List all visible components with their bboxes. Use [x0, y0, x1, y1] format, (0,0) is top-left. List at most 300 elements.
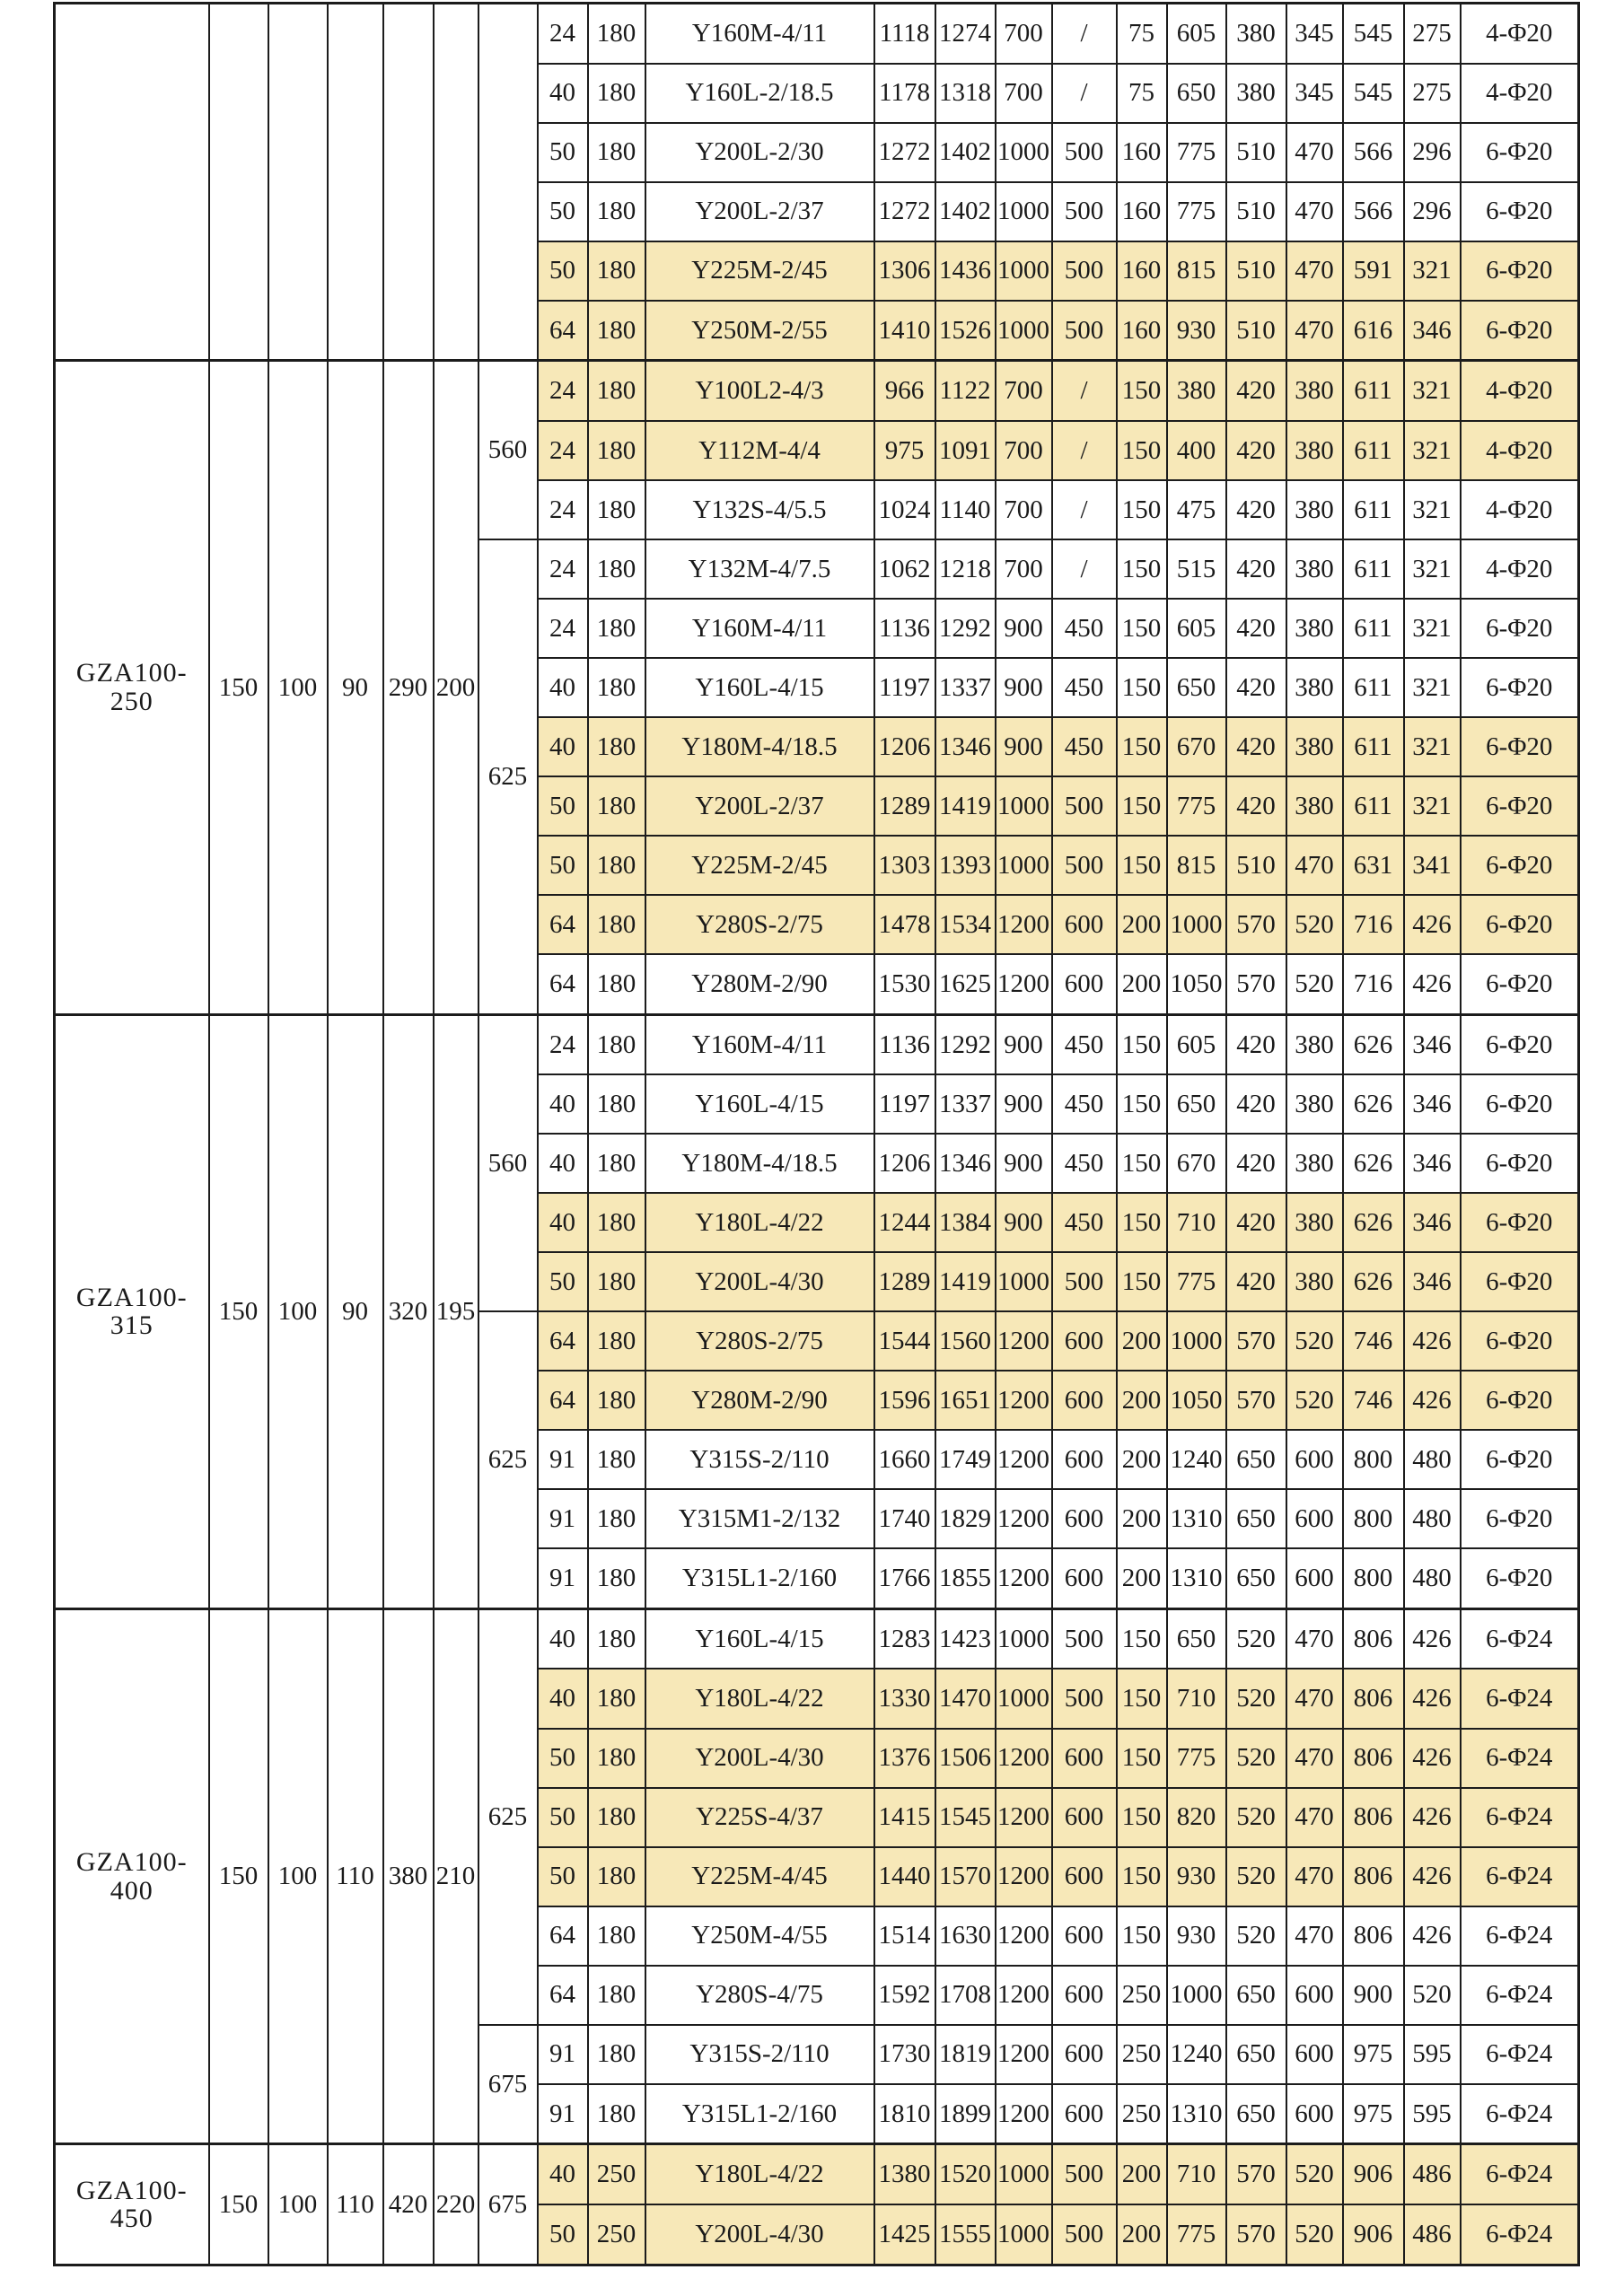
dim-d-cell: 600 — [1052, 1430, 1117, 1489]
dim-c-cell: 900 — [996, 717, 1052, 776]
pressure-cell: 180 — [588, 1014, 645, 1074]
model-cell: GZA100-315 — [55, 1014, 209, 1608]
dim-h-cell: 600 — [1286, 1489, 1343, 1548]
dim-d-cell: 600 — [1052, 1371, 1117, 1430]
bolt-spec-cell: 6-Φ20 — [1461, 1134, 1579, 1193]
bolt-spec-cell: 6-Φ20 — [1461, 1252, 1579, 1311]
speed-cell: 560 — [478, 361, 538, 539]
dim-b-cell: 1630 — [935, 1906, 996, 1966]
dim-b-cell: 1899 — [935, 2084, 996, 2144]
motor-type-cell: Y200L-4/30 — [645, 1252, 874, 1311]
flow-cell: 24 — [538, 539, 588, 599]
flow-cell: 40 — [538, 2144, 588, 2204]
dim-d-cell: 600 — [1052, 1847, 1117, 1906]
dim-d-cell: / — [1052, 421, 1117, 480]
flow-cell: 24 — [538, 361, 588, 421]
dim-d-cell: 450 — [1052, 1074, 1117, 1134]
dim-g-cell: 420 — [1226, 1193, 1286, 1252]
dim-g-cell: 420 — [1226, 480, 1286, 539]
flow-cell: 40 — [538, 1134, 588, 1193]
dim-a-cell: 1289 — [874, 776, 935, 836]
motor-type-cell: Y225M-2/45 — [645, 836, 874, 895]
dim-i-cell: 616 — [1343, 301, 1404, 361]
dim-i-cell: 626 — [1343, 1134, 1404, 1193]
dim-b-cell: 1506 — [935, 1729, 996, 1788]
dim-b-cell: 1346 — [935, 1134, 996, 1193]
dim-f-cell: 930 — [1167, 301, 1226, 361]
flow-cell: 50 — [538, 1729, 588, 1788]
dim-d-cell: 450 — [1052, 717, 1117, 776]
motor-type-cell: Y200L-4/30 — [645, 2204, 874, 2265]
pressure-cell: 180 — [588, 1489, 645, 1548]
dim-c-cell: 700 — [996, 64, 1052, 123]
dim-g-cell: 510 — [1226, 241, 1286, 301]
dim-h-cell: 520 — [1286, 954, 1343, 1014]
dim-f-cell: 475 — [1167, 480, 1226, 539]
dim-h-cell: 520 — [1286, 2204, 1343, 2265]
model-cell: GZA100-450 — [55, 2144, 209, 2265]
flow-cell: 50 — [538, 836, 588, 895]
dim-h-cell: 380 — [1286, 480, 1343, 539]
dim-j-cell: 480 — [1404, 1548, 1461, 1608]
dim-c-cell: 700 — [996, 480, 1052, 539]
dim-c-cell: 1200 — [996, 895, 1052, 954]
dim-a-cell: 975 — [874, 421, 935, 480]
dim-e-cell: 150 — [1117, 539, 1167, 599]
dim-b-cell: 1384 — [935, 1193, 996, 1252]
dim-b-cell: 1520 — [935, 2144, 996, 2204]
dim-h-cell: 380 — [1286, 1134, 1343, 1193]
dim-d-cell: 500 — [1052, 2204, 1117, 2265]
motor-type-cell: Y132S-4/5.5 — [645, 480, 874, 539]
dim-e-cell: 150 — [1117, 836, 1167, 895]
motor-type-cell: Y160L-4/15 — [645, 1608, 874, 1669]
dim-b-cell: 1625 — [935, 954, 996, 1014]
bolt-spec-cell: 6-Φ24 — [1461, 1906, 1579, 1966]
dim-i-cell: 806 — [1343, 1729, 1404, 1788]
dim-f-cell: 1000 — [1167, 1311, 1226, 1371]
motor-type-cell: Y225M-4/45 — [645, 1847, 874, 1906]
flow-cell: 64 — [538, 954, 588, 1014]
pressure-cell: 180 — [588, 599, 645, 658]
dim-e-cell: 200 — [1117, 1371, 1167, 1430]
pressure-cell: 180 — [588, 2084, 645, 2144]
dim-e-cell: 200 — [1117, 1489, 1167, 1548]
dim-g-cell: 510 — [1226, 836, 1286, 895]
pressure-cell: 180 — [588, 421, 645, 480]
dim-e-cell: 150 — [1117, 1252, 1167, 1311]
motor-type-cell: Y200L-2/37 — [645, 776, 874, 836]
pressure-cell: 180 — [588, 1906, 645, 1966]
flow-cell: 40 — [538, 1608, 588, 1669]
motor-type-cell: Y132M-4/7.5 — [645, 539, 874, 599]
dim-g-cell: 520 — [1226, 1669, 1286, 1728]
dim-a-cell: 1740 — [874, 1489, 935, 1548]
dim-f-cell: 820 — [1167, 1788, 1226, 1847]
flow-cell: 50 — [538, 1847, 588, 1906]
bolt-spec-cell: 4-Φ20 — [1461, 421, 1579, 480]
pressure-cell: 180 — [588, 64, 645, 123]
dim-a-cell: 1283 — [874, 1608, 935, 1669]
motor-type-cell: Y180L-4/22 — [645, 1193, 874, 1252]
dim-h-cell: 470 — [1286, 182, 1343, 241]
dim-f-cell: 1310 — [1167, 1548, 1226, 1608]
dim-a-cell: 1530 — [874, 954, 935, 1014]
table-row — [55, 1014, 1579, 1074]
dim-c-cell: 1200 — [996, 1788, 1052, 1847]
bolt-spec-cell: 6-Φ20 — [1461, 1014, 1579, 1074]
dim-c-cell: 1200 — [996, 2084, 1052, 2144]
speed-cell: 625 — [478, 539, 538, 1014]
dim-b-cell: 1470 — [935, 1669, 996, 1728]
dim-j-cell: 346 — [1404, 1014, 1461, 1074]
dim-j-cell: 426 — [1404, 1608, 1461, 1669]
dim-b-cell: 1402 — [935, 182, 996, 241]
dim-b-cell: 1819 — [935, 2025, 996, 2084]
bolt-spec-cell: 6-Φ24 — [1461, 1608, 1579, 1669]
speed-cell: 675 — [478, 2025, 538, 2144]
dim-a-cell: 1544 — [874, 1311, 935, 1371]
dim-b-cell: 1423 — [935, 1608, 996, 1669]
dim-col-1-cell — [209, 4, 268, 361]
dim-col-2-cell — [268, 4, 328, 361]
dim-h-cell: 470 — [1286, 836, 1343, 895]
dim-g-cell: 510 — [1226, 301, 1286, 361]
bolt-spec-cell: 6-Φ20 — [1461, 301, 1579, 361]
dim-a-cell: 1660 — [874, 1430, 935, 1489]
dim-h-cell: 470 — [1286, 301, 1343, 361]
dim-d-cell: 600 — [1052, 895, 1117, 954]
dim-d-cell: 500 — [1052, 301, 1117, 361]
dim-c-cell: 1000 — [996, 1669, 1052, 1728]
flow-cell: 50 — [538, 123, 588, 182]
dim-g-cell: 420 — [1226, 361, 1286, 421]
dim-f-cell: 650 — [1167, 658, 1226, 717]
dim-col-5-cell — [434, 4, 478, 361]
flow-cell: 91 — [538, 1430, 588, 1489]
dim-h-cell: 470 — [1286, 1729, 1343, 1788]
dim-b-cell: 1526 — [935, 301, 996, 361]
dim-e-cell: 150 — [1117, 1134, 1167, 1193]
dim-h-cell: 380 — [1286, 539, 1343, 599]
dim-col-4-cell — [383, 4, 434, 361]
dim-j-cell: 275 — [1404, 64, 1461, 123]
dim-f-cell: 670 — [1167, 717, 1226, 776]
bolt-spec-cell: 6-Φ24 — [1461, 2144, 1579, 2204]
pressure-cell: 180 — [588, 836, 645, 895]
bolt-spec-cell: 6-Φ20 — [1461, 599, 1579, 658]
dim-d-cell: 450 — [1052, 658, 1117, 717]
pressure-cell: 180 — [588, 361, 645, 421]
dim-b-cell: 1749 — [935, 1430, 996, 1489]
table-row — [55, 4, 1579, 64]
motor-type-cell: Y280M-2/90 — [645, 1371, 874, 1430]
dim-i-cell: 626 — [1343, 1193, 1404, 1252]
dim-a-cell: 1062 — [874, 539, 935, 599]
motor-type-cell: Y200L-4/30 — [645, 1729, 874, 1788]
model-cell: GZA100-250 — [55, 361, 209, 1014]
dim-b-cell: 1855 — [935, 1548, 996, 1608]
dim-i-cell: 906 — [1343, 2204, 1404, 2265]
dim-h-cell: 600 — [1286, 2084, 1343, 2144]
dim-b-cell: 1570 — [935, 1847, 996, 1906]
dim-i-cell: 611 — [1343, 361, 1404, 421]
dim-g-cell: 650 — [1226, 2084, 1286, 2144]
dim-b-cell: 1122 — [935, 361, 996, 421]
dim-g-cell: 570 — [1226, 2204, 1286, 2265]
dim-i-cell: 566 — [1343, 123, 1404, 182]
dim-g-cell: 570 — [1226, 954, 1286, 1014]
dim-h-cell: 380 — [1286, 421, 1343, 480]
dim-f-cell: 930 — [1167, 1906, 1226, 1966]
pressure-cell: 180 — [588, 1669, 645, 1728]
flow-cell: 24 — [538, 480, 588, 539]
bolt-spec-cell: 6-Φ24 — [1461, 1729, 1579, 1788]
flow-cell: 24 — [538, 4, 588, 64]
dim-d-cell: 500 — [1052, 1608, 1117, 1669]
dim-g-cell: 420 — [1226, 1074, 1286, 1134]
dim-d-cell: / — [1052, 361, 1117, 421]
bolt-spec-cell: 4-Φ20 — [1461, 64, 1579, 123]
dim-h-cell: 520 — [1286, 895, 1343, 954]
dim-a-cell: 1272 — [874, 123, 935, 182]
dim-b-cell: 1651 — [935, 1371, 996, 1430]
flow-cell: 91 — [538, 1489, 588, 1548]
speed-cell: 625 — [478, 1608, 538, 2024]
dim-i-cell: 746 — [1343, 1371, 1404, 1430]
pressure-cell: 180 — [588, 717, 645, 776]
model-cell: GZA100-400 — [55, 1608, 209, 2143]
dim-g-cell: 650 — [1226, 1548, 1286, 1608]
dim-j-cell: 346 — [1404, 1074, 1461, 1134]
dim-c-cell: 1200 — [996, 1548, 1052, 1608]
bolt-spec-cell: 6-Φ20 — [1461, 1371, 1579, 1430]
dim-i-cell: 591 — [1343, 241, 1404, 301]
dim-col-3-cell: 90 — [328, 361, 383, 1014]
dim-j-cell: 480 — [1404, 1489, 1461, 1548]
dim-e-cell: 75 — [1117, 4, 1167, 64]
flow-cell: 24 — [538, 1014, 588, 1074]
motor-type-cell: Y315L1-2/160 — [645, 1548, 874, 1608]
dim-b-cell: 1436 — [935, 241, 996, 301]
dim-j-cell: 275 — [1404, 4, 1461, 64]
dim-a-cell: 1596 — [874, 1371, 935, 1430]
motor-type-cell: Y315M1-2/132 — [645, 1489, 874, 1548]
dim-i-cell: 566 — [1343, 182, 1404, 241]
dim-g-cell: 520 — [1226, 1729, 1286, 1788]
dim-j-cell: 426 — [1404, 1311, 1461, 1371]
bolt-spec-cell: 6-Φ24 — [1461, 1847, 1579, 1906]
dim-e-cell: 150 — [1117, 1014, 1167, 1074]
dim-h-cell: 470 — [1286, 1669, 1343, 1728]
dim-e-cell: 75 — [1117, 64, 1167, 123]
flow-cell: 64 — [538, 301, 588, 361]
dim-f-cell: 775 — [1167, 776, 1226, 836]
flow-cell: 40 — [538, 1074, 588, 1134]
dim-i-cell: 806 — [1343, 1906, 1404, 1966]
dim-j-cell: 321 — [1404, 421, 1461, 480]
dim-f-cell: 650 — [1167, 64, 1226, 123]
dim-e-cell: 200 — [1117, 1430, 1167, 1489]
motor-type-cell: Y315L1-2/160 — [645, 2084, 874, 2144]
dim-c-cell: 1000 — [996, 182, 1052, 241]
dim-i-cell: 806 — [1343, 1847, 1404, 1906]
dim-c-cell: 1000 — [996, 2144, 1052, 2204]
dim-i-cell: 545 — [1343, 4, 1404, 64]
bolt-spec-cell: 6-Φ20 — [1461, 954, 1579, 1014]
flow-cell: 91 — [538, 2084, 588, 2144]
motor-type-cell: Y250M-2/55 — [645, 301, 874, 361]
dim-i-cell: 626 — [1343, 1074, 1404, 1134]
dim-j-cell: 426 — [1404, 1788, 1461, 1847]
dim-d-cell: 500 — [1052, 182, 1117, 241]
flow-cell: 50 — [538, 776, 588, 836]
dim-c-cell: 1200 — [996, 1847, 1052, 1906]
dim-b-cell: 1140 — [935, 480, 996, 539]
bolt-spec-cell: 6-Φ20 — [1461, 1489, 1579, 1548]
motor-type-cell: Y100L2-4/3 — [645, 361, 874, 421]
dim-h-cell: 380 — [1286, 599, 1343, 658]
dim-a-cell: 1376 — [874, 1729, 935, 1788]
dim-f-cell: 1000 — [1167, 1966, 1226, 2025]
dim-c-cell: 900 — [996, 599, 1052, 658]
dim-j-cell: 486 — [1404, 2144, 1461, 2204]
motor-type-cell: Y200L-2/37 — [645, 182, 874, 241]
dim-a-cell: 1766 — [874, 1548, 935, 1608]
dim-a-cell: 1380 — [874, 2144, 935, 2204]
dim-col-2-cell: 100 — [268, 1014, 328, 1608]
dim-a-cell: 1592 — [874, 1966, 935, 2025]
dim-g-cell: 570 — [1226, 1311, 1286, 1371]
dim-b-cell: 1274 — [935, 4, 996, 64]
dim-g-cell: 520 — [1226, 1608, 1286, 1669]
dim-col-3-cell: 110 — [328, 2144, 383, 2265]
dim-f-cell: 1310 — [1167, 1489, 1226, 1548]
dim-h-cell: 380 — [1286, 717, 1343, 776]
dim-h-cell: 345 — [1286, 4, 1343, 64]
dim-g-cell: 570 — [1226, 1371, 1286, 1430]
dim-e-cell: 150 — [1117, 480, 1167, 539]
dim-g-cell: 420 — [1226, 1014, 1286, 1074]
dim-f-cell: 775 — [1167, 1252, 1226, 1311]
dim-col-5-cell: 220 — [434, 2144, 478, 2265]
dim-g-cell: 650 — [1226, 1430, 1286, 1489]
bolt-spec-cell: 6-Φ20 — [1461, 241, 1579, 301]
dim-j-cell: 321 — [1404, 480, 1461, 539]
dim-j-cell: 486 — [1404, 2204, 1461, 2265]
pressure-cell: 180 — [588, 1193, 645, 1252]
dim-f-cell: 650 — [1167, 1074, 1226, 1134]
dim-e-cell: 160 — [1117, 182, 1167, 241]
dim-e-cell: 160 — [1117, 241, 1167, 301]
dim-j-cell: 595 — [1404, 2025, 1461, 2084]
speed-cell: 625 — [478, 1311, 538, 1608]
dim-h-cell: 520 — [1286, 1311, 1343, 1371]
dim-f-cell: 1310 — [1167, 2084, 1226, 2144]
flow-cell: 64 — [538, 1311, 588, 1371]
dim-i-cell: 611 — [1343, 480, 1404, 539]
speed-cell: 560 — [478, 1014, 538, 1311]
dim-h-cell: 470 — [1286, 1906, 1343, 1966]
dim-f-cell: 1240 — [1167, 1430, 1226, 1489]
dim-b-cell: 1829 — [935, 1489, 996, 1548]
dim-i-cell: 806 — [1343, 1788, 1404, 1847]
dim-f-cell: 710 — [1167, 2144, 1226, 2204]
flow-cell: 91 — [538, 2025, 588, 2084]
dim-col-2-cell: 100 — [268, 2144, 328, 2265]
flow-cell: 64 — [538, 895, 588, 954]
dim-i-cell: 626 — [1343, 1252, 1404, 1311]
dim-j-cell: 321 — [1404, 717, 1461, 776]
dim-c-cell: 1000 — [996, 301, 1052, 361]
dim-c-cell: 1200 — [996, 1311, 1052, 1371]
dim-j-cell: 520 — [1404, 1966, 1461, 2025]
dim-f-cell: 605 — [1167, 599, 1226, 658]
dim-h-cell: 470 — [1286, 1608, 1343, 1669]
dim-f-cell: 815 — [1167, 241, 1226, 301]
dim-d-cell: 600 — [1052, 1729, 1117, 1788]
bolt-spec-cell: 4-Φ20 — [1461, 480, 1579, 539]
dim-c-cell: 1000 — [996, 241, 1052, 301]
dim-b-cell: 1337 — [935, 1074, 996, 1134]
dim-h-cell: 380 — [1286, 1193, 1343, 1252]
dim-j-cell: 321 — [1404, 241, 1461, 301]
pressure-cell: 180 — [588, 182, 645, 241]
dim-j-cell: 341 — [1404, 836, 1461, 895]
motor-type-cell: Y225M-2/45 — [645, 241, 874, 301]
dim-g-cell: 650 — [1226, 1489, 1286, 1548]
dim-c-cell: 900 — [996, 658, 1052, 717]
dim-c-cell: 1000 — [996, 1252, 1052, 1311]
dim-g-cell: 420 — [1226, 717, 1286, 776]
flow-cell: 40 — [538, 717, 588, 776]
dim-b-cell: 1218 — [935, 539, 996, 599]
dim-j-cell: 321 — [1404, 599, 1461, 658]
dim-f-cell: 930 — [1167, 1847, 1226, 1906]
flow-cell: 64 — [538, 1906, 588, 1966]
motor-type-cell: Y180L-4/22 — [645, 1669, 874, 1728]
dim-d-cell: 500 — [1052, 123, 1117, 182]
dim-i-cell: 806 — [1343, 1669, 1404, 1728]
dim-a-cell: 1206 — [874, 717, 935, 776]
dim-c-cell: 900 — [996, 1193, 1052, 1252]
bolt-spec-cell: 6-Φ20 — [1461, 1430, 1579, 1489]
dim-b-cell: 1292 — [935, 1014, 996, 1074]
dim-h-cell: 600 — [1286, 1966, 1343, 2025]
dim-i-cell: 545 — [1343, 64, 1404, 123]
dim-j-cell: 426 — [1404, 1669, 1461, 1728]
spec-table-body — [55, 4, 1579, 2265]
dim-col-5-cell: 210 — [434, 1608, 478, 2143]
dim-e-cell: 200 — [1117, 1548, 1167, 1608]
bolt-spec-cell: 6-Φ20 — [1461, 123, 1579, 182]
dim-e-cell: 150 — [1117, 717, 1167, 776]
dim-a-cell: 1303 — [874, 836, 935, 895]
dim-d-cell: 600 — [1052, 2025, 1117, 2084]
dim-i-cell: 906 — [1343, 2144, 1404, 2204]
dim-a-cell: 1136 — [874, 599, 935, 658]
dim-j-cell: 426 — [1404, 1729, 1461, 1788]
dim-d-cell: 450 — [1052, 1014, 1117, 1074]
dim-col-1-cell: 150 — [209, 1608, 268, 2143]
dim-col-4-cell: 290 — [383, 361, 434, 1014]
dim-i-cell: 611 — [1343, 776, 1404, 836]
pressure-cell: 180 — [588, 123, 645, 182]
dim-i-cell: 746 — [1343, 1311, 1404, 1371]
dim-j-cell: 426 — [1404, 895, 1461, 954]
bolt-spec-cell: 6-Φ20 — [1461, 1311, 1579, 1371]
bolt-spec-cell: 6-Φ20 — [1461, 1074, 1579, 1134]
